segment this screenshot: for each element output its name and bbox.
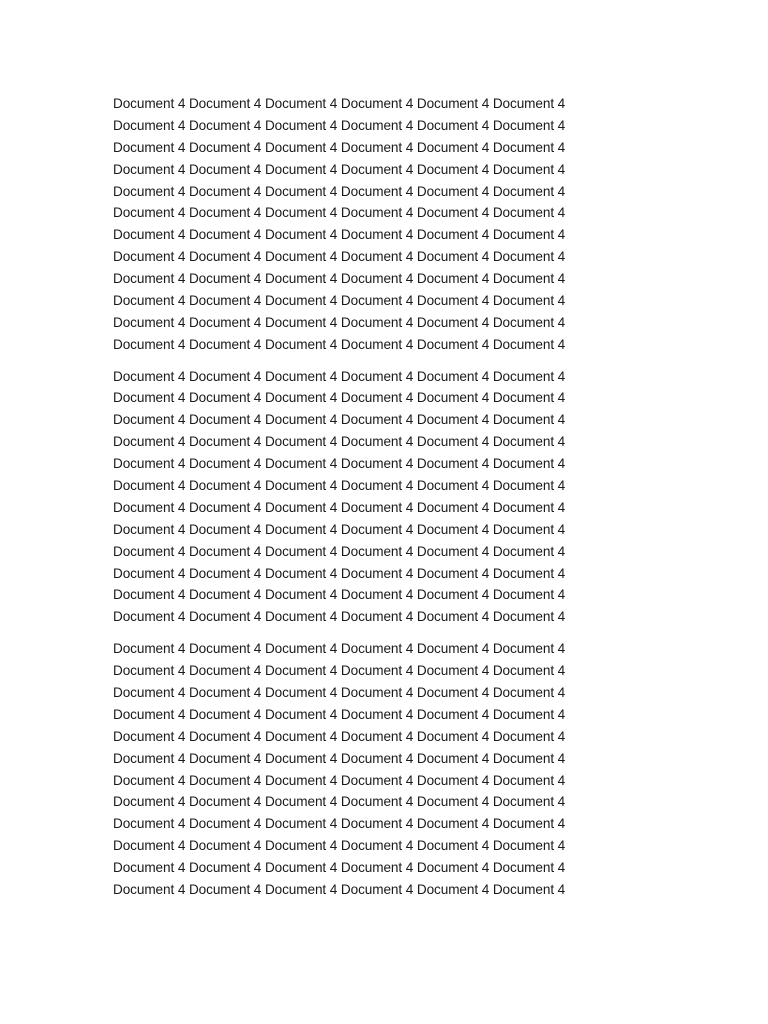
text-line: Document 4 Document 4 Document 4 Document 4 Document 4 Document 4 [113,271,566,287]
text-line: Document 4 Document 4 Document 4 Document 4 Document 4 Document 4 [113,609,566,625]
text-line: Document 4 Document 4 Document 4 Document 4 Document 4 Document 4 [113,412,566,428]
text-line: Document 4 Document 4 Document 4 Document 4 Document 4 Document 4 [113,772,566,788]
text-line: Document 4 Document 4 Document 4 Document 4 Document 4 Document 4 [113,521,566,537]
text-line: Document 4 Document 4 Document 4 Document 4 Document 4 Document 4 [113,881,566,897]
text-line: Document 4 Document 4 Document 4 Document 4 Document 4 Document 4 [113,499,566,515]
text-line: Document 4 Document 4 Document 4 Document 4 Document 4 Document 4 [113,838,566,854]
paragraph [113,93,633,356]
text-line: Document 4 Document 4 Document 4 Document 4 Document 4 Document 4 [113,96,566,111]
text-line: Document 4 Document 4 Document 4 Document 4 Document 4 Document 4 [113,139,566,155]
text-line: Document 4 Document 4 Document 4 Document 4 Document 4 Document 4 [113,641,566,657]
text-line: Document 4 Document 4 Document 4 Document 4 Document 4 Document 4 [113,368,566,384]
text-line: Document 4 Document 4 Document 4 Document 4 Document 4 Document 4 [113,750,566,766]
text-line: Document 4 Document 4 Document 4 Document 4 Document 4 Document 4 [113,249,566,265]
text-line: Document 4 Document 4 Document 4 Document 4 Document 4 Document 4 [113,336,566,352]
text-line: Document 4 Document 4 Document 4 Document 4 Document 4 Document 4 [113,117,566,133]
text-line: Document 4 Document 4 Document 4 Document 4 Document 4 Document 4 [113,390,566,406]
text-line: Document 4 Document 4 Document 4 Document 4 Document 4 Document 4 [113,663,566,679]
paragraph [113,638,633,901]
text-line: Document 4 Document 4 Document 4 Document 4 Document 4 Document 4 [113,684,566,700]
paragraph [113,366,633,629]
text-line: Document 4 Document 4 Document 4 Document 4 Document 4 Document 4 [113,794,566,810]
text-line: Document 4 Document 4 Document 4 Document 4 Document 4 Document 4 [113,161,566,177]
text-line: Document 4 Document 4 Document 4 Document 4 Document 4 Document 4 [113,728,566,744]
text-line: Document 4 Document 4 Document 4 Document 4 Document 4 Document 4 [113,205,566,221]
text-line: Document 4 Document 4 Document 4 Document 4 Document 4 Document 4 [113,860,566,876]
text-line: Document 4 Document 4 Document 4 Document 4 Document 4 Document 4 [113,434,566,450]
document-body [113,93,633,911]
text-line: Document 4 Document 4 Document 4 Document 4 Document 4 Document 4 [113,543,566,559]
text-line: Document 4 Document 4 Document 4 Document 4 Document 4 Document 4 [113,478,566,494]
text-line: Document 4 Document 4 Document 4 Document 4 Document 4 Document 4 [113,587,566,603]
text-line: Document 4 Document 4 Document 4 Document 4 Document 4 Document 4 [113,183,566,199]
text-line: Document 4 Document 4 Document 4 Document 4 Document 4 Document 4 [113,227,566,243]
text-line: Document 4 Document 4 Document 4 Document 4 Document 4 Document 4 [113,565,566,581]
text-line: Document 4 Document 4 Document 4 Document 4 Document 4 Document 4 [113,456,566,472]
text-line: Document 4 Document 4 Document 4 Document 4 Document 4 Document 4 [113,706,566,722]
text-line: Document 4 Document 4 Document 4 Document 4 Document 4 Document 4 [113,816,566,832]
text-line: Document 4 Document 4 Document 4 Document 4 Document 4 Document 4 [113,293,566,309]
text-line: Document 4 Document 4 Document 4 Document 4 Document 4 Document 4 [113,314,566,330]
